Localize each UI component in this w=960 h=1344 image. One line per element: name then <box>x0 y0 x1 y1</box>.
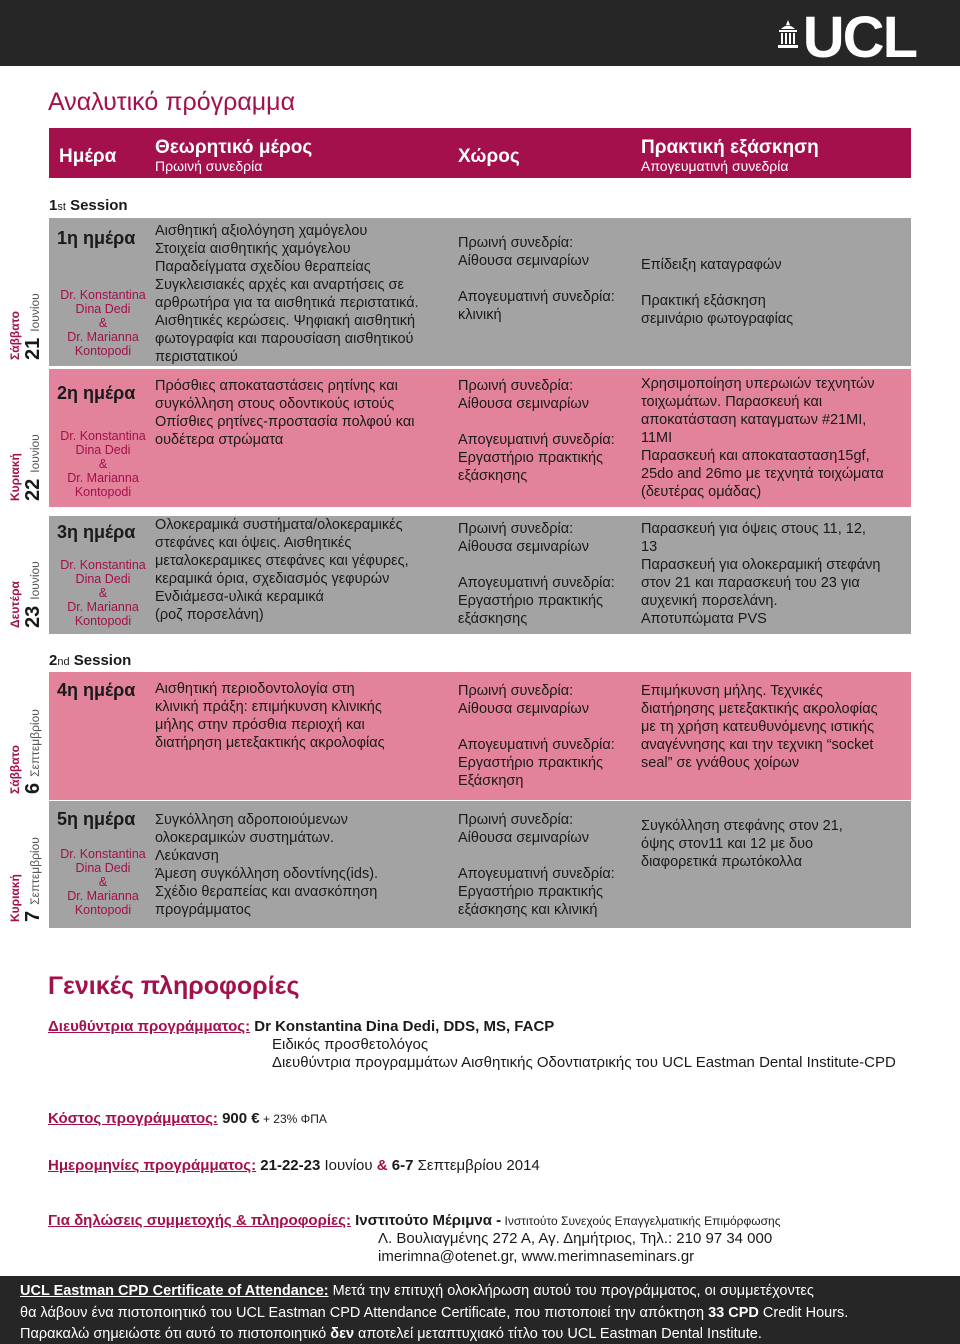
practical-line: Παρασκευή για όψεις στους 11, 12, <box>641 521 866 537</box>
instructor-line: Dr. Konstantina <box>60 429 146 443</box>
header-theory: Θεωρητικό μέρος <box>155 137 313 158</box>
month: Ιουνίου <box>28 561 42 600</box>
month: Σεπτεμβρίου <box>28 837 42 905</box>
director-role2: Διευθύντρια προγραμμάτων Αισθητικής Οδοντιατρικής του UCL Eastman Dental Institute-CPD <box>272 1054 896 1071</box>
place-line: εξάσκησης <box>458 468 528 484</box>
instructor-line: & <box>98 586 108 600</box>
practical-line: (δευτέρας ομάδας) <box>641 484 762 500</box>
page-title: Αναλυτικό πρόγραμμα <box>48 88 296 116</box>
theory-cell <box>155 222 450 366</box>
registration-label: Για δηλώσεις συμμετοχής & πληροφορίες: <box>48 1212 351 1229</box>
practical-line: 11MI <box>641 430 673 446</box>
theory-cell <box>155 811 450 919</box>
dates-label: Ημερομηνίες προγράμματος: <box>48 1157 257 1174</box>
practical-cell <box>641 256 911 328</box>
instructor-line: Dr. Marianna <box>67 330 139 344</box>
practical-line: Πρακτική εξάσκηση <box>641 293 766 309</box>
month: Ιουνίου <box>28 293 42 332</box>
place-line: Εργαστήριο πρακτικής <box>458 755 603 771</box>
theory-line: προγράμματος <box>155 902 251 918</box>
theory-line: αρθρωτήρα για τα αισθητικά περιστατικά. <box>155 295 419 311</box>
place-line: Αίθουσα σεμιναρίων <box>458 396 589 412</box>
practical-cell <box>641 682 911 772</box>
instructor-line: Dr. Konstantina <box>60 288 146 302</box>
schedule-row <box>49 672 911 800</box>
practical-line: Παρασκευή για ολοκεραμική στεφάνη <box>641 557 881 573</box>
practical-line: 25do and 26mo με τεχνητά τοιχώματα <box>641 466 884 482</box>
weekday: Κυριακή <box>8 874 22 922</box>
practical-line: seal” σε γνάθους χοίρων <box>641 755 800 771</box>
day-label: 4η ημέρα <box>57 680 136 700</box>
weekday: Σάββατο <box>8 311 22 360</box>
schedule-row <box>49 218 911 366</box>
theory-line: περιστατικού <box>155 349 238 365</box>
instructor-line: Dr. Marianna <box>67 471 139 485</box>
day-label: 2η ημέρα <box>57 383 136 403</box>
place-line <box>458 847 638 865</box>
place-line: Απογευματινή συνεδρία: <box>458 289 615 305</box>
theory-line: Αισθητική αξιολόγηση χαμόγελου <box>155 223 368 239</box>
theory-line: Λεύκανση <box>155 848 219 864</box>
month: Σεπτεμβρίου <box>28 709 42 777</box>
logo-wordmark: UCL <box>802 5 916 70</box>
place-line: Πρωινή συνεδρία: <box>458 683 574 699</box>
header-day: Ημέρα <box>59 146 117 167</box>
place-line: Πρωινή συνεδρία: <box>458 378 574 394</box>
cost-label: Κόστος προγράμματος: <box>48 1110 218 1127</box>
director-name: Dr Konstantina Dina Dedi, DDS, MS, FACP <box>250 1018 555 1035</box>
theory-line: κεραμικά όρια, σχεδιασμός γεφυρών <box>155 571 390 587</box>
top-bar <box>0 0 960 70</box>
theory-line: Συγκόλληση αδροποιούμενων <box>155 812 348 828</box>
place-line: Αίθουσα σεμιναρίων <box>458 253 589 269</box>
date-number: 22 <box>22 478 44 501</box>
practical-line: τοιχωμάτων. Παρασκευή και <box>641 394 823 410</box>
practical-line <box>641 274 911 292</box>
theory-line: φωτογραφία και παρουσίαση αισθητικού <box>155 331 414 347</box>
practical-line: όψης στον11 και 12 με δυο <box>641 836 814 852</box>
header-theory-sub: Πρωινή συνεδρία <box>155 158 263 174</box>
day-label: 3η ημέρα <box>57 522 136 542</box>
theory-line: Σχέδιο θεραπείας και ανασκόπηση <box>155 884 378 900</box>
weekday: Σάββατο <box>8 745 22 794</box>
theory-line: Ενδιάμεσα-υλικά κεραμικά <box>155 589 324 605</box>
instructor-line: Dr. Konstantina <box>60 847 146 861</box>
header-practical: Πρακτική εξάσκηση <box>641 137 819 158</box>
place-line <box>458 270 638 288</box>
registration-line: Για δηλώσεις συμμετοχής & πληροφορίες: Ινστιτούτο Μέριμνα - Ινστιτούτο Συνεχούς Επαγγελματικής Επιμόρφωσης <box>48 1212 781 1229</box>
instructor-line: Dina Dedi <box>75 443 131 457</box>
place-line <box>458 413 638 431</box>
instructor-line: & <box>98 457 108 471</box>
row-date <box>0 218 46 366</box>
theory-line: Άμεση συγκόλληση οδοντίνης(ids). <box>155 866 379 882</box>
place-line: Πρωινή συνεδρία: <box>458 235 574 251</box>
place-cell <box>458 234 638 324</box>
theory-line: ολοκεραμικών συστημάτων. <box>155 830 334 846</box>
theory-line: Αισθητικές κερώσεις. Ψηφιακή αισθητική <box>155 313 416 329</box>
date-line <box>22 561 45 628</box>
theory-line: ουδέτερα στρώματα <box>155 432 284 448</box>
theory-line: μήλης στην πρόσθια περιοχή και <box>155 717 365 733</box>
practical-cell <box>641 375 911 501</box>
director-role1: Ειδικός προσθετολόγος <box>272 1036 429 1053</box>
instructor-line: & <box>98 316 108 330</box>
row-date <box>0 801 46 928</box>
dates-line: Ημερομηνίες προγράμματος: 21-22-23 Ιουνίου & 6-7 Σεπτεμβρίου 2014 <box>48 1157 540 1174</box>
footer-line-3: Παρακαλώ σημειώστε ότι αυτό το πιστοποιητικό δεν αποτελεί μεταπτυχιακό τίτλο του UCL Eastman Dental Institute. <box>20 1326 762 1342</box>
practical-line: αυχενική πορσελάνη. <box>641 593 778 609</box>
instructor-line: & <box>98 875 108 889</box>
place-cell <box>458 682 638 790</box>
row-date <box>0 672 46 800</box>
practical-line: Επίδειξη καταγραφών <box>641 257 782 273</box>
schedule-row <box>49 801 911 928</box>
session-1-label: 1st Session <box>49 197 128 214</box>
date-line <box>22 837 45 922</box>
header-practical-sub: Απογευματινή συνεδρία <box>641 158 789 174</box>
instructor-line: Dina Dedi <box>75 302 131 316</box>
place-line: Πρωινή συνεδρία: <box>458 812 574 828</box>
theory-line: διατήρηση μετεξακτικής ακρολοφίας <box>155 735 385 751</box>
instructor-line: Dr. Marianna <box>67 889 139 903</box>
instructor-line: Dina Dedi <box>75 861 131 875</box>
place-line: Απογευματινή συνεδρία: <box>458 432 615 448</box>
place-line: Εργαστήριο πρακτικής <box>458 593 603 609</box>
place-line: κλινική <box>458 307 502 323</box>
director-label: Διευθύντρια προγράμματος: <box>48 1018 251 1035</box>
theory-line: (ροζ πορσελάνη) <box>155 607 264 623</box>
place-cell <box>458 520 638 628</box>
place-line: Εργαστήριο πρακτικής <box>458 884 603 900</box>
date-line <box>22 434 45 501</box>
practical-line: Αποτυπώματα PVS <box>641 611 767 627</box>
footer-bar <box>0 1276 960 1344</box>
theory-line: Στοιχεία αισθητικής χαμόγελου <box>155 241 351 257</box>
row-date <box>0 516 46 634</box>
place-line: Απογευματινή συνεδρία: <box>458 575 615 591</box>
date-number: 6 <box>22 782 44 794</box>
place-line: Απογευματινή συνεδρία: <box>458 737 615 753</box>
instructor-line: Dina Dedi <box>75 572 131 586</box>
place-line: Αίθουσα σεμιναρίων <box>458 830 589 846</box>
place-cell <box>458 377 638 485</box>
cost-vat: + 23% ΦΠΑ <box>259 1112 327 1126</box>
date-line <box>22 709 45 794</box>
day-label: 5η ημέρα <box>57 809 136 829</box>
instructors <box>53 847 153 917</box>
instructor-line: Kontopodi <box>74 903 132 917</box>
practical-line: Παρασκευή και αποκατασταση15gf, <box>641 448 870 464</box>
place-line: εξάσκησης <box>458 611 528 627</box>
place-cell <box>458 811 638 919</box>
date-number: 23 <box>22 605 44 628</box>
practical-line: Επιμήκυνση μήλης. Τεχνικές <box>641 683 823 699</box>
practical-line: διατήρησης μετεξακτικής ακρολοφίας <box>641 701 878 717</box>
practical-line: Συγκόλληση στεφάνης στον 21, <box>641 818 843 834</box>
place-line: Απογευματινή συνεδρία: <box>458 866 615 882</box>
place-line <box>458 718 638 736</box>
instructors <box>53 558 153 628</box>
date-line <box>22 293 45 360</box>
theory-line: κλινική πράξη: επιμήκυνση κλινικής <box>155 699 382 715</box>
portico-icon <box>777 20 799 48</box>
place-line: Εργαστήριο πρακτικής <box>458 450 603 466</box>
theory-cell <box>155 377 450 449</box>
practical-line: αποκατάσταση καταγματων #21MI, <box>641 412 867 428</box>
instructors <box>53 429 153 499</box>
schedule-row <box>49 516 911 634</box>
theory-line: Οπίσθιες ρητίνες-προστασία πολφού και <box>155 414 415 430</box>
theory-cell <box>155 680 450 752</box>
place-line: Αίθουσα σεμιναρίων <box>458 539 589 555</box>
theory-line: Παραδείγματα σχεδίου θεραπείας <box>155 259 371 275</box>
place-line: εξάσκησης και κλινική <box>458 902 598 918</box>
instructor-line: Dr. Marianna <box>67 600 139 614</box>
registration-org: Ινστιτούτο Μέριμνα - <box>350 1212 502 1229</box>
instructors <box>53 288 153 358</box>
day-label: 1η ημέρα <box>57 228 136 248</box>
director-line <box>48 1018 554 1036</box>
header-place: Χώρος <box>458 146 520 167</box>
instructor-line: Kontopodi <box>74 614 132 628</box>
theory-cell <box>155 516 450 624</box>
table-header <box>49 128 911 178</box>
practical-line: διαφορετικά πρωτόκολλα <box>641 854 802 870</box>
date-number: 21 <box>22 337 44 360</box>
theory-line: Αισθητική περιοδοντολογία στη <box>155 681 355 697</box>
registration-address: Λ. Βουλιαγμένης 272 Α, Αγ. Δημήτριος, Τηλ.: 210 97 34 000 <box>378 1230 773 1247</box>
instructor-line: Kontopodi <box>74 485 132 499</box>
practical-line: με τη χρήση κατευθυνόμενης ιστικής <box>641 719 875 735</box>
place-line: Εξάσκηση <box>458 773 524 789</box>
footer-line-1: UCL Eastman CPD Certificate of Attendance: Μετά την επιτυχή ολοκλήρωση αυτού του προγράμματος, οι συμμετέχοντες <box>20 1283 814 1299</box>
theory-line: στεφάνες και όψεις. Αισθητικές <box>155 535 352 551</box>
theory-line: Συγκλεισιακές αρχές και αναρτήσεις σε <box>155 277 404 293</box>
theory-line: συγκόλληση στους οδοντικούς ιστούς <box>155 396 395 412</box>
theory-line: Πρόσθιες αποκαταστάσεις ρητίνης και <box>155 378 398 394</box>
place-line <box>458 556 638 574</box>
place-line: Πρωινή συνεδρία: <box>458 521 574 537</box>
practical-line: Χρησιμοποίηση υπερωιών τεχνητών <box>641 376 875 392</box>
theory-line: Ολοκεραμικά συστήματα/ολοκεραμικές <box>155 517 403 533</box>
info-title: Γενικές πληροφορίες <box>48 972 300 1000</box>
schedule-row <box>49 369 911 507</box>
date-number: 7 <box>22 910 44 922</box>
theory-line: μεταλοκεραμικες στεφάνες και γέφυρες, <box>155 553 409 569</box>
session-2-label: 2nd Session <box>49 652 132 669</box>
practical-cell <box>641 817 911 871</box>
weekday: Κυριακή <box>8 453 22 501</box>
practical-cell <box>641 520 911 628</box>
instructor-line: Dr. Konstantina <box>60 558 146 572</box>
practical-line: στον 21 και παρασκευή του 23 για <box>641 575 860 591</box>
row-date <box>0 369 46 507</box>
month: Ιουνίου <box>28 434 42 473</box>
cost-value: 900 € <box>217 1110 260 1127</box>
instructor-line: Kontopodi <box>74 344 132 358</box>
footer-line-2: θα λάβουν ένα πιστοποιητικό του UCL Eastman CPD Attendance Certificate, που πιστοποιεί την απόκτηση 33 CPD Credit Hours. <box>20 1305 849 1321</box>
ucl-logo <box>777 5 916 70</box>
practical-line: αναγέννησης και την τεχνικη “socket <box>641 737 874 753</box>
practical-line: 13 <box>641 539 658 555</box>
weekday: Δευτέρα <box>8 581 22 628</box>
cost-line <box>48 1110 327 1128</box>
practical-line: σεμινάριο φωτογραφίας <box>641 311 794 327</box>
registration-web: imerimna@otenet.gr, www.merimnaseminars.gr <box>378 1248 695 1265</box>
place-line: Αίθουσα σεμιναρίων <box>458 701 589 717</box>
